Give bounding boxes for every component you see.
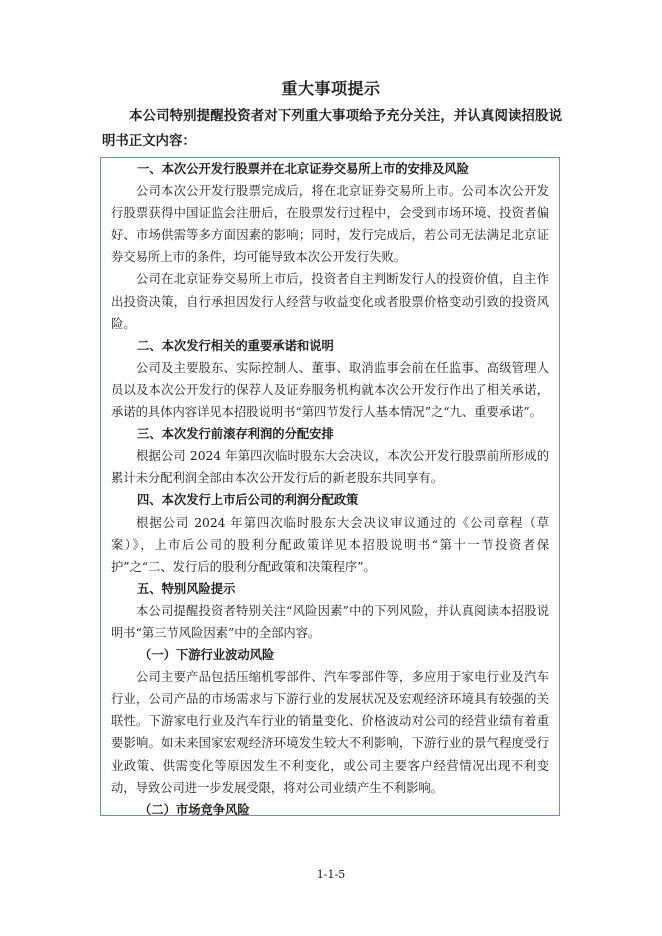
important-matters-box <box>100 157 560 816</box>
paragraph: 公司主要产品包括压缩机零部件、汽车零部件等，多应用于家电行业及汽车行业，公司产品的市场需求与下游行业的发展状况及宏观经济环境具有较强的关联性。下游家电行业及汽车行业的销量变化、价格波动对公司的经营业绩有着重要影响。如未来国家宏观经济环境发生较大不利影响，下游行业的景气程度受行业政策、供需变化等原因发生不利变化，或公司主要客户经营情况出现不利变动，导致公司进一步发展受限，将对公司业绩产生不利影响。 <box>111 670 549 795</box>
section-heading: 一、本次公开发行股票并在北京证券交易所上市的安排及风险 <box>137 162 470 176</box>
paragraph: 根据公司 2024 年第四次临时股东大会决议审议通过的《公司章程（草案）》，上市后公司的股利分配政策详见本招股说明书“第十一节投资者保护”之“二、发行后的股利分配政策和决策程序”。 <box>111 515 549 574</box>
subsection-heading: （二）市场竞争风险 <box>139 802 250 817</box>
subsection-2 <box>111 799 549 821</box>
section-1 <box>111 158 549 335</box>
paragraph: 本公司提醒投资者特别关注“风险因素”中的下列风险，并认真阅读本招股说明书“第三节风险因素”中的全部内容。 <box>111 603 549 640</box>
section-4 <box>111 489 549 577</box>
page-title: 重大事项提示 <box>281 79 381 98</box>
paragraph: 公司及主要股东、实际控制人、董事、取消监事会前在任监事、高级管理人员以及本次公开发行的保荐人及证券服务机构就本次公开发行作出了相关承诺，承诺的具体内容详见本招股说明书“第四节发行人基本情况”之“九、重要承诺”。 <box>111 360 549 420</box>
section-3 <box>111 423 549 489</box>
paragraph: 根据公司 2024 年第四次临时股东大会决议，本次公开发行股票前所形成的累计未分配利润全部由本次公开发行后的新老股东共同享有。 <box>111 449 549 486</box>
section-heading: 五、特别风险提示 <box>137 581 236 596</box>
section-heading: 三、本次发行前滚存利润的分配安排 <box>137 427 334 442</box>
section-2 <box>111 335 549 423</box>
paragraph: 公司在北京证券交易所上市后，投资者自主判断发行人的投资价值，自主作出投资决策，自行承担因发行人经营与收益变化或者股票价格变动引致的投资风险。 <box>111 272 549 331</box>
subsection-1 <box>111 644 549 799</box>
page-number: 1-1-5 <box>316 868 346 881</box>
box-content <box>111 158 549 821</box>
section-heading: 四、本次发行上市后公司的利润分配政策 <box>137 493 359 508</box>
intro-statement: 本公司特别提醒投资者对下列重大事项给予充分关注，并认真阅读招股说明书正文内容： <box>102 109 562 149</box>
paragraph: 公司本次公开发行股票完成后，将在北京证券交易所上市。公司本次公开发行股票获得中国证监会注册后，在股票发行过程中，会受到市场环境、投资者偏好、市场供需等多方面因素的影响；同时，发行完成后，若公司无法满足北京证券交易所上市的条件，均可能导致本次公开发行失败。 <box>111 184 549 265</box>
section-heading: 二、本次发行相关的重要承诺和说明 <box>137 338 334 353</box>
subsection-heading: （一）下游行业波动风险 <box>139 648 275 663</box>
section-5 <box>111 578 549 644</box>
